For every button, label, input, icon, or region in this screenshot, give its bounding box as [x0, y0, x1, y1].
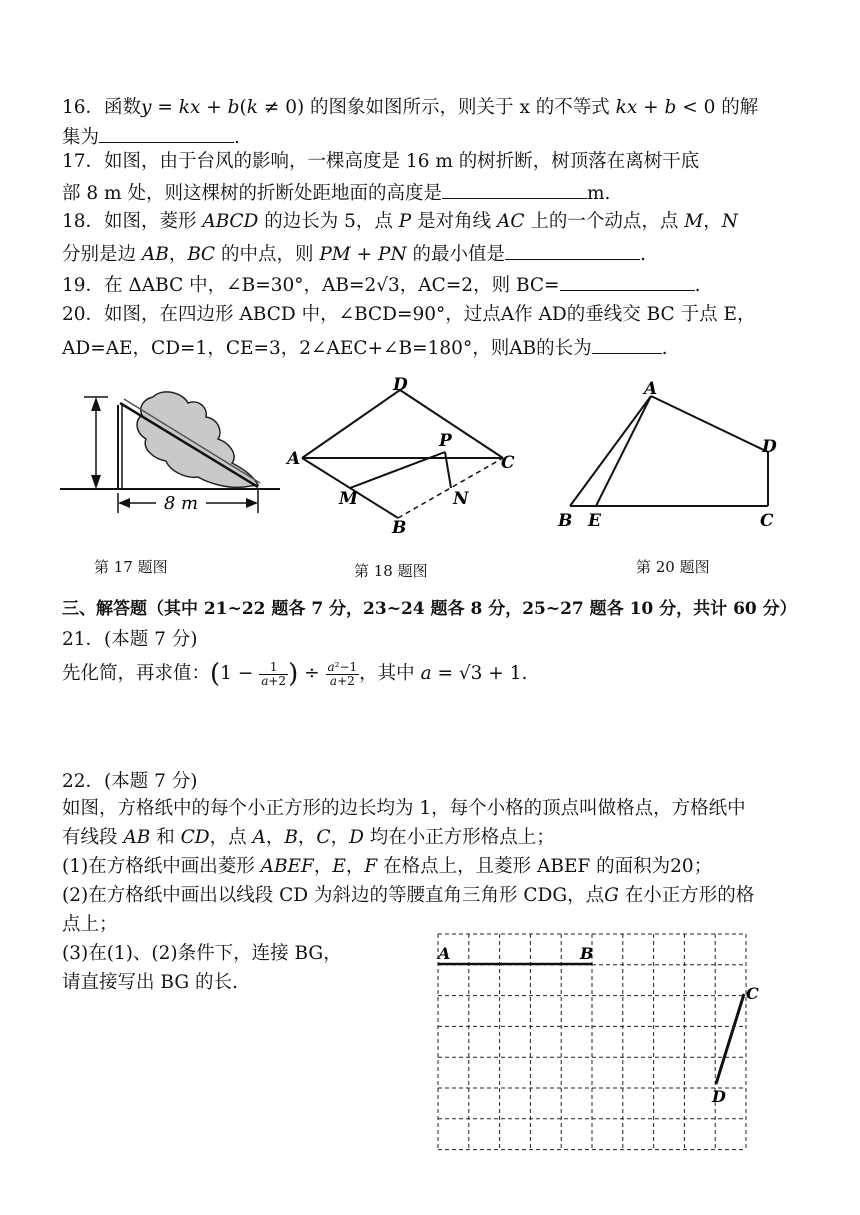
q22-line5: 点上；	[62, 914, 118, 935]
label-A: A	[438, 944, 451, 963]
q17-line2-prefix: 部 8 m 处，则这棵树的折断处距地面的高度是	[62, 183, 442, 204]
dim-arrow-left	[118, 498, 130, 508]
q22-title: 22．(本题 7 分)	[62, 771, 198, 792]
q16-line2-suffix: .	[234, 127, 240, 148]
q20-line2	[62, 335, 668, 361]
distance-label: 8 m	[163, 493, 199, 514]
segment-CD	[716, 994, 744, 1084]
q21-expression	[62, 658, 527, 690]
q20-line2-suffix: .	[661, 338, 668, 359]
label-D: D	[712, 1087, 726, 1106]
label-M: M	[339, 489, 358, 509]
q18-line2-prefix: 分别是边 𝐴𝐵，𝐵𝐶 的中点，则 𝑃𝑀 + 𝑃𝑁 的最小值是	[62, 244, 506, 265]
q21-paren-open: (	[210, 659, 221, 689]
label-B: B	[558, 511, 573, 531]
q19-suffix: .	[694, 275, 701, 296]
label-B: B	[392, 518, 407, 538]
figure-20-caption: 第 20 题图	[636, 558, 710, 576]
label-N: N	[453, 489, 469, 509]
grid-figure	[430, 925, 760, 1155]
figure-18	[285, 375, 525, 538]
q16-line1: 16．函数𝑦 = 𝑘𝑥 + 𝑏(𝑘 ≠ 0) 的图象如图所示，则关于 x 的不等式 𝑘𝑥 + 𝑏 < 0 的解	[62, 97, 759, 118]
figure-17-caption: 第 17 题图	[94, 558, 168, 576]
q17-line2	[62, 180, 610, 206]
q19-line	[62, 272, 700, 298]
edge-AD	[302, 390, 400, 458]
q21-paren-close: )	[288, 659, 299, 689]
q18-line2	[62, 241, 646, 267]
q21-frac2-numerator: 𝑎²−1	[327, 659, 358, 674]
figure-20	[550, 378, 790, 538]
q20-line1: 20．如图，在四边形 ABCD 中，∠BCD=90°，过点A作 AD的垂线交 BC 于点 E，	[62, 304, 756, 325]
height-arrow-head-top	[91, 397, 101, 411]
q18-line2-suffix: .	[640, 244, 646, 265]
q21-divide: ÷	[304, 663, 320, 684]
q21-frac2-denominator: 𝑎+2	[329, 673, 355, 688]
q20-line2-prefix: AD=AE，CD=1，CE=3，2∠AEC+∠B=180°，则AB的长为	[62, 338, 592, 359]
q16-line2	[62, 124, 240, 150]
figure-17	[58, 385, 288, 515]
q20-answer-blank[interactable]	[592, 335, 662, 354]
q22-line6: (3)在(1)、(2)条件下，连接 BG，	[62, 943, 342, 964]
q18-answer-blank[interactable]	[505, 241, 640, 260]
label-C: C	[760, 511, 774, 531]
segment-AE	[596, 396, 651, 506]
q21-value: 𝑎 = √3 + 1.	[420, 663, 528, 684]
q16-line2-prefix: 集为	[62, 127, 100, 148]
q21-frac1-numerator: 1	[259, 661, 288, 675]
q21-fraction-1	[259, 661, 288, 688]
q17-line2-suffix: m.	[586, 183, 611, 204]
segment-AB	[570, 396, 651, 506]
label-C: C	[746, 984, 759, 1003]
q21-frac1-denominator: 𝑎+2	[261, 673, 287, 688]
q16-answer-blank[interactable]	[99, 124, 234, 143]
section-3-heading: 三、解答题（其中 21~22 题各 7 分，23~24 题各 8 分，25~27 题各 10 分，共计 60 分）	[62, 599, 797, 619]
q17-line1: 17．如图，由于台风的影响，一棵高度是 16 m 的树折断，树顶落在离树干底	[62, 151, 700, 172]
q18-line1: 18．如图，菱形 𝐴𝐵𝐶𝐷 的边长为 5，点 𝑃 是对角线 𝐴𝐶 上的一个动点，点 𝑀，𝑁	[62, 211, 738, 232]
label-A: A	[287, 449, 301, 469]
q21-title: 21．(本题 7 分)	[62, 629, 198, 650]
q21-text-mid: ，其中	[359, 663, 415, 684]
q22-line4: (2)在方格纸中画出以线段 CD 为斜边的等腰直角三角形 CDG，点𝐺 在小正方形的格	[62, 885, 755, 906]
label-P: P	[439, 431, 452, 451]
q21-one-minus: 1 −	[220, 663, 254, 684]
q19-prefix: 19．在 ΔABC 中，∠B=30°，AB=2√3，AC=2，则 BC=	[62, 275, 560, 296]
q17-answer-blank[interactable]	[442, 180, 587, 199]
dim-arrow-right	[246, 498, 258, 508]
label-B: B	[580, 944, 594, 963]
label-D: D	[762, 437, 777, 457]
q22-line2: 有线段 𝐴𝐵 和 𝐶𝐷，点 𝐴，𝐵，𝐶，𝐷 均在小正方形格点上；	[62, 827, 555, 848]
q22-line1: 如图，方格纸中的每个小正方形的边长均为 1，每个小格的顶点叫做格点，方格纸中	[62, 798, 746, 819]
label-D: D	[393, 375, 408, 395]
q19-answer-blank[interactable]	[560, 272, 695, 291]
label-C: C	[501, 453, 515, 473]
q21-text-prefix: 先化简，再求值：	[62, 663, 211, 684]
label-A: A	[644, 379, 658, 399]
q22-line3: (1)在方格纸中画出菱形 𝐴𝐵𝐸𝐹，𝐸，𝐹 在格点上，且菱形 ABEF 的面积为20；	[62, 856, 713, 877]
fallen-treetop	[137, 392, 258, 488]
grid-lines	[438, 934, 746, 1150]
segment-AD	[651, 396, 768, 452]
label-E: E	[588, 511, 601, 531]
figure-18-caption: 第 18 题图	[354, 562, 428, 580]
height-arrow-head-bottom	[91, 475, 101, 489]
q22-line7: 请直接写出 BG 的长.	[62, 972, 238, 993]
q21-fraction-2	[326, 661, 360, 688]
